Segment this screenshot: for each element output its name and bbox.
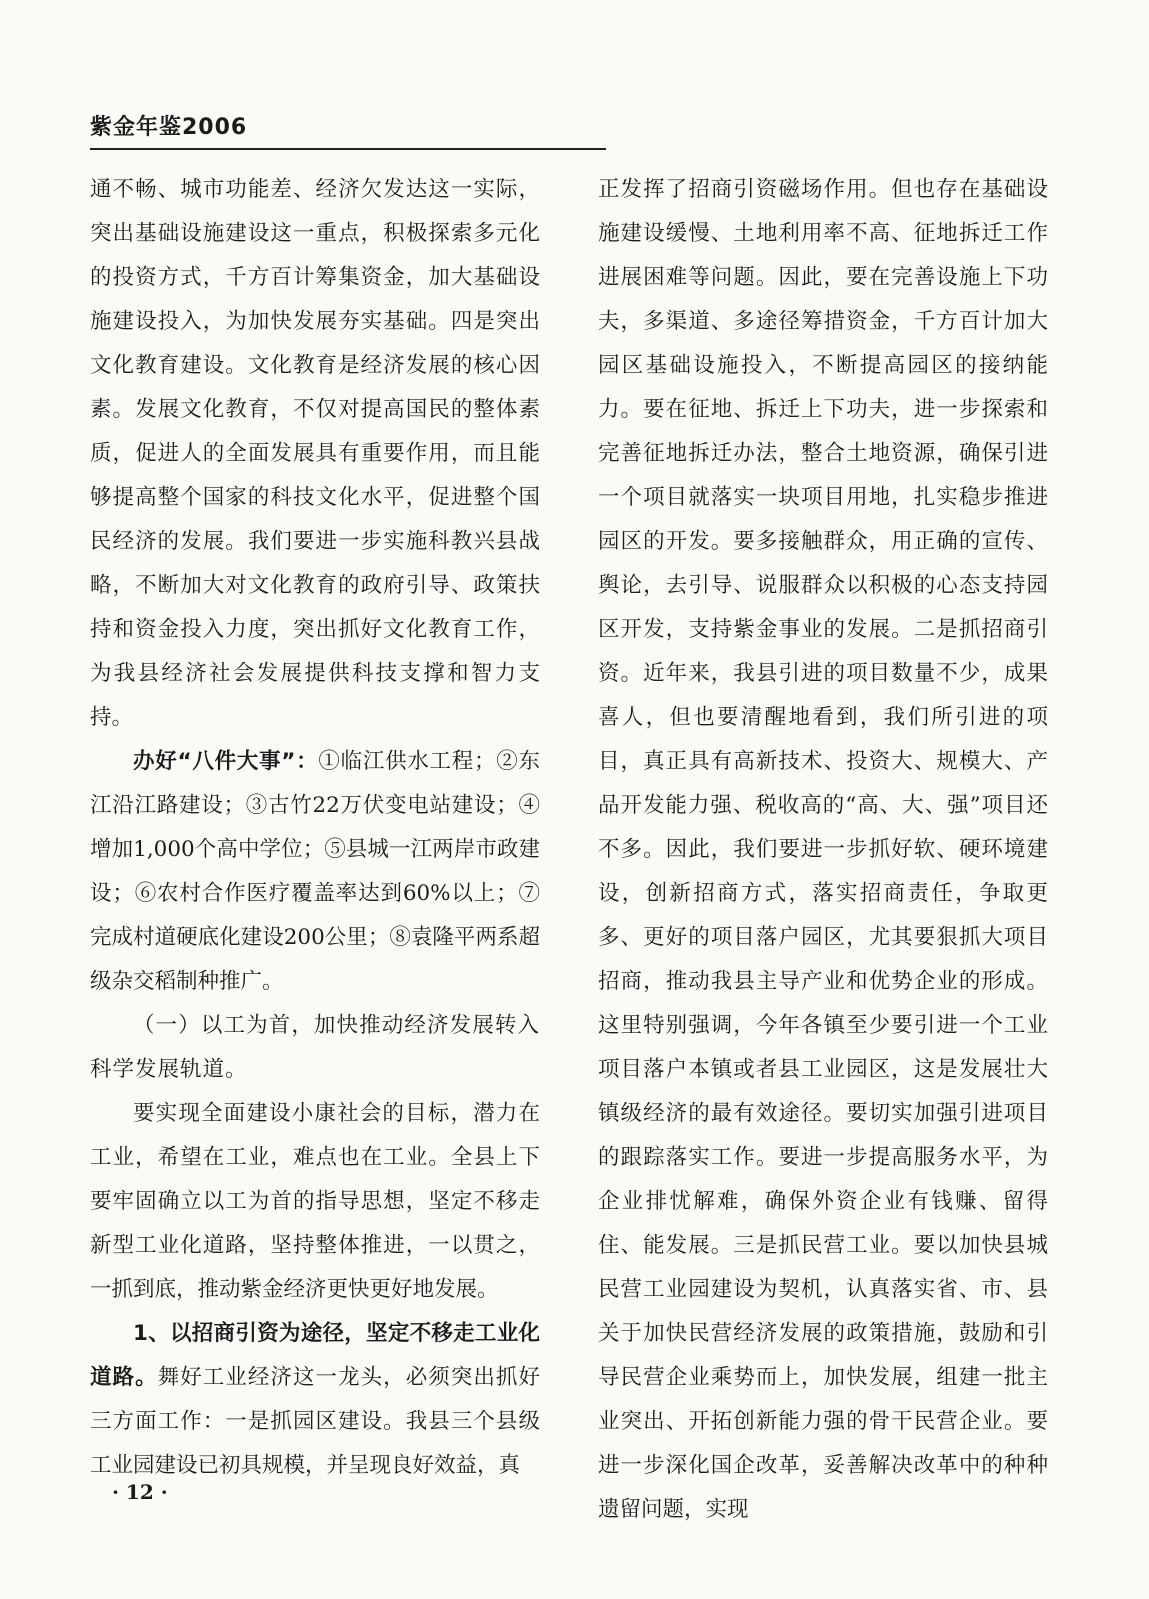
left-paragraph-1: 通不畅、城市功能差、经济欠发达这一实际，突出基础设施建设这一重点，积极探索多元化的投资方式，千方百计筹集资金，加大基础设施建设投入，为加快发展夯实基础。四是突出文化教育建设。文化教育是经济发展的核心因素。发展文化教育，不仅对提高国民的整体素质，促进人的全面发展具有重要作用，而且能够提高整个国家的科技文化水平，促进整个国民经济的发展。我们要进一步实施科教兴县战略，不断加大对文化教育的政府引导、政策扶持和资金投入力度，突出抓好文化教育工作，为我县经济社会发展提供科技支撑和智力支持。 (90, 177, 540, 730)
left-column (90, 168, 540, 1488)
header-title: 紫金年鉴2006 (90, 115, 248, 140)
subsection-body: 舞好工业经济这一龙头，必须突出抓好三方面工作：一是抓园区建设。我县三个县级工业园建设已初具规模，并呈现良好效益，真 (90, 1365, 540, 1478)
left-paragraph-4: 要实现全面建设小康社会的目标，潜力在工业，希望在工业，难点也在工业。全县上下要牢固确立以工为首的指导思想，坚定不移走新型工业化道路，坚持整体推进，一以贯之，一抓到底，推动紫金经济更快更好地发展。 (90, 1101, 540, 1302)
right-column (598, 168, 1048, 1532)
left-paragraph-2 (90, 740, 540, 1004)
subsection-lead: 1、以招商引资为途径，坚定不移走工业化道路。 (90, 1321, 540, 1390)
left-paragraph-5 (90, 1312, 540, 1488)
eight-tasks-body: ①临江供水工程；②东江沿江路建设；③古竹22万伏变电站建设；④增加1,000个高中学位；⑤县城一江两岸市政建设；⑥农村合作医疗覆盖率达到60%以上；⑦完成村道硬底化建设200公里；⑧袁隆平两系超级杂交稻制种推广。 (90, 749, 540, 994)
running-header (90, 100, 606, 150)
right-paragraph-1: 正发挥了招商引资磁场作用。但也存在基础设施建设缓慢、土地利用率不高、征地拆迁工作进展困难等问题。因此，要在完善设施上下功夫，多渠道、多途径筹措资金，千方百计加大园区基础设施投入，不断提高园区的接纳能力。要在征地、拆迁上下功夫，进一步探索和完善征地拆迁办法，整合土地资源，确保引进一个项目就落实一块项目用地，扎实稳步推进园区的开发。要多接触群众，用正确的宣传、舆论，去引导、说服群众以积极的心态支持园区开发，支持紫金事业的发展。二是抓招商引资。近年来，我县引进的项目数量不少，成果喜人，但也要清醒地看到，我们所引进的项目，真正具有高新技术、投资大、规模大、产品开发能力强、税收高的“高、大、强”项目还不多。因此，我们要进一步抓好软、硬环境建设，创新招商方式，落实招商责任，争取更多、更好的项目落户园区，尤其要狠抓大项目招商，推动我县主导产业和优势企业的形成。这里特别强调，今年各镇至少要引进一个工业项目落户本镇或者县工业园区，这是发展壮大镇级经济的最有效途径。要切实加强引进项目的跟踪落实工作。要进一步提高服务水平，为企业排忧解难，确保外资企业有钱赚、留得住、能发展。三是抓民营工业。要以加快县城民营工业园建设为契机，认真落实省、市、县关于加快民营经济发展的政策措施，鼓励和引导民营企业乘势而上，加快发展，组建一批主业突出、开拓创新能力强的骨干民营企业。要进一步深化国企改革，妥善解决改革中的种种遗留问题，实现 (598, 177, 1048, 1522)
eight-tasks-lead: 办好“八件大事”： (133, 749, 319, 774)
section-heading-1: （一）以工为首，加快推动经济发展转入科学发展轨道。 (90, 1013, 540, 1082)
page-number: · 12 · (112, 1480, 168, 1504)
